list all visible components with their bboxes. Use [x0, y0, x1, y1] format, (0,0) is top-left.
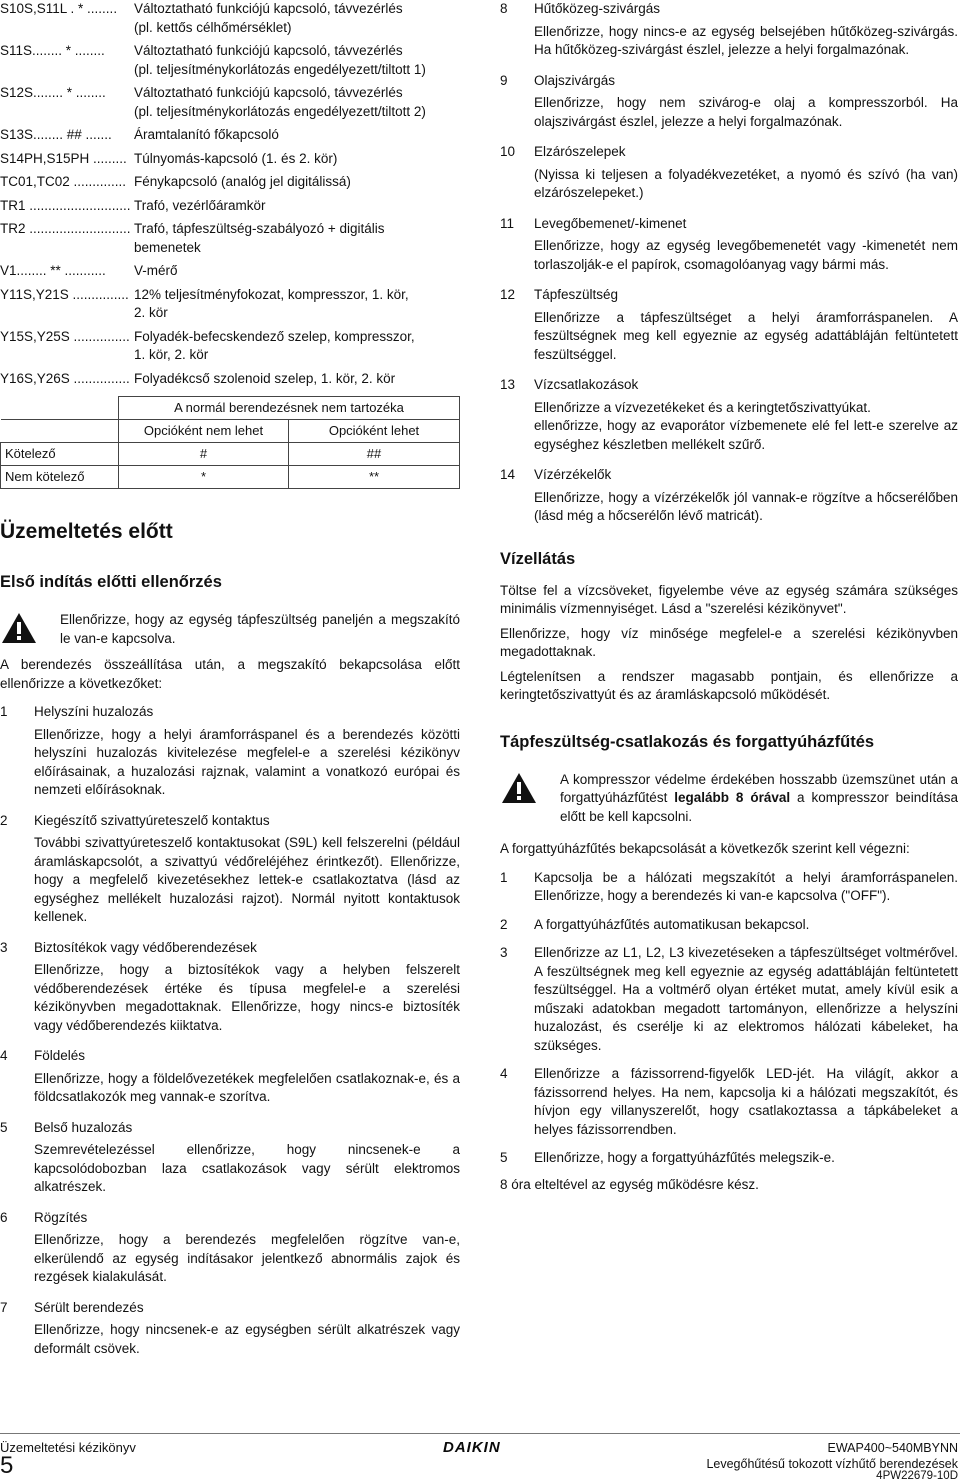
warning-icon: [500, 771, 538, 805]
left-column: [0, 0, 460, 1358]
check-item: [500, 376, 958, 454]
brand-logo: DAIKIN: [443, 1439, 501, 1456]
check-text: Ellenőrizze a tápfeszültséget a helyi áramforráspanelen. A feszültségnek meg kell egyeznie az egység adattábláján feltüntetett feszültséggel.: [534, 309, 958, 362]
legend-desc-cont: (pl. teljesítménykorlátozás engedélyezett/tiltott 1): [134, 61, 426, 77]
footer-model: EWAP400~540MBYNN: [827, 1441, 958, 1455]
check-body: [534, 0, 958, 60]
legend-desc: Változtatható funkciójú kapcsoló, távvezérlés: [134, 85, 403, 100]
legend-desc: Folyadékcső szolenoid szelep, 1. kör, 2. kör: [134, 370, 396, 386]
step-number: 5: [500, 1150, 508, 1165]
water-fill-text: [500, 582, 958, 705]
check-body: [34, 703, 460, 800]
heater-title: Tápfeszültség-csatlakozás és forgattyúházfűtés: [500, 732, 875, 751]
check-title: Vízérzékelők: [534, 467, 612, 482]
legend-desc: Fénykapcsoló (analóg jel digitálissá): [134, 174, 351, 189]
step-text: A forgattyúházfűtés automatikusan bekapcsol.: [534, 916, 810, 932]
check-title: Rögzítés: [34, 1209, 88, 1225]
check-body: [34, 1047, 460, 1107]
table-row-label: Nem kötelező: [1, 466, 119, 489]
check-list-left: [0, 703, 460, 1358]
check-text: (Nyissa ki teljesen a folyadékvezetéket, a nyomó és szívó (ha van) elzárószelepeket.): [534, 166, 958, 200]
legend-item: [0, 0, 460, 19]
check-body: [534, 215, 958, 275]
check-number: 1: [0, 704, 8, 719]
legend-code: Y11S,Y21S ...............: [0, 286, 129, 302]
check-title: Belső huzalozás: [34, 1119, 133, 1135]
legend-list: [0, 0, 460, 388]
warning-text: Ellenőrizze, hogy az egység tápfeszültség paneljén a megszakító le van-e kapcsolva.: [60, 612, 460, 646]
legend-item: [0, 197, 460, 216]
check-title: Elzárószelepek: [534, 144, 626, 159]
check-item: [0, 1209, 460, 1287]
table-header: A normál berendezésnek nem tartozéka: [119, 397, 460, 420]
warning-box: [500, 771, 958, 827]
check-text: Szemrevételezéssel ellenőrizze, hogy nincsenek-e a kapcsolódobozban laza csatlakozások vagy sérült elektromos alkatrészek.: [34, 1142, 460, 1194]
table-col-header: Opcióként nem lehet: [119, 420, 289, 443]
heater-intro: A forgattyúházfűtés bekapcsolását a következők szerint kell végezni:: [500, 841, 910, 856]
heater-step: [500, 1065, 958, 1139]
check-title: Olajszivárgás: [534, 72, 616, 88]
legend-code: Y16S,Y26S ...............: [0, 370, 130, 386]
check-title: Hűtőközeg-szivárgás: [534, 1, 661, 16]
check-title: Kiegészítő szivattyúreteszelő kontaktus: [34, 812, 270, 828]
legend-desc: Trafó, vezérlőáramkör: [134, 197, 266, 213]
check-item: [500, 286, 958, 364]
step-text: Ellenőrizze az L1, L2, L3 kivezetéseken a tápfeszültséget voltmérővel. A feszültségnek meg kell egyeznie az egység adattábláján feltüntetett feszültséggel. Ha a voltmérő olyan értéket mutat, amely kívül esik a műszaki adatokban megadott tartományon, ellenőrizze a helyszíni huzalozást, és cserélje ki az elektromos hálózati kábeleket, ha szükséges.: [534, 945, 958, 1053]
check-body: [534, 376, 958, 454]
check-number: 14: [500, 467, 516, 482]
legend-code: S13S........ ## .......: [0, 127, 112, 142]
check-list-right: [500, 0, 958, 526]
check-text: Ellenőrizze, hogy nincs-e az egység belsejében hűtőközeg-szivárgás. Ha hűtőközeg-szivárgást észlel, jelezze a helyi forgalmazónak.: [534, 23, 958, 57]
check-number: 4: [0, 1048, 8, 1063]
check-text: Ellenőrizze a vízvezetékeket és a keringtetőszivattyúkat.: [534, 399, 871, 415]
check-text: Ellenőrizze, hogy az egység levegőbemenetét vagy -kimenetét nem torlaszolják-e el papírok, csomagolóanyag vagy bármi más.: [534, 238, 958, 272]
check-text: Ellenőrizze, hogy nem szivárog-e olaj a kompresszorból. Ha olajszivárgást észlel, jelezze a helyi forgalmazónak.: [534, 95, 958, 129]
step-number: 3: [500, 945, 508, 960]
check-number: 7: [0, 1299, 8, 1315]
check-body: [534, 466, 958, 526]
warning-box: [0, 611, 460, 648]
table-corner: [1, 397, 119, 420]
check-title: Tápfeszültség: [534, 287, 619, 302]
legend-desc: Trafó, tápfeszültség-szabályozó + digitális: [134, 221, 385, 236]
legend-item: [0, 286, 460, 305]
check-item: [0, 1119, 460, 1197]
legend-code: S10S,S11L . * ........: [0, 1, 118, 16]
footer-divider: [0, 1433, 960, 1434]
check-title: Helyszíni huzalozás: [34, 704, 154, 719]
check-title: Sérült berendezés: [34, 1299, 144, 1315]
intro-text: A berendezés összeállítása után, a megszakító bekapcsolása előtt ellenőrizze a következőket:: [0, 657, 460, 691]
check-item: [500, 466, 958, 526]
check-item: [0, 1047, 460, 1107]
check-text: További szivattyúreteszelő kontaktusokat (S9L) kell felszerelni (például áramláskapcsolót, a szivattyú védőreléjéhez érintkezőt). Ellenőrizze, hogy a megfelelő kivezetésekhez lettek-e csatlakoztatva (lásd az egységhez mellékelt huzalozási rajzot). Normál nyitott kontaktusok kellenek.: [34, 835, 460, 924]
page-number: 5: [0, 1452, 14, 1479]
check-item: [0, 703, 460, 800]
check-body: [34, 939, 460, 1036]
footer-product: Levegőhűtésű tokozott vízhűtő berendezések: [706, 1457, 958, 1471]
water-fill-paragraph: Töltse fel a vízcsöveket, figyelembe véve az egység számára szükséges minimális vízmennyiséget. Lásd a "szerelési kézikönyvet".: [500, 582, 958, 616]
check-title: Biztosítékok vagy védőberendezések: [34, 939, 257, 955]
legend-item: [0, 328, 460, 347]
legend-desc: Folyadék-befecskendező szelep, kompresszor,: [134, 328, 415, 344]
legend-item: [0, 42, 460, 61]
legend-code: S12S........ * ........: [0, 85, 106, 100]
legend-code: S11S........ * ........: [0, 43, 105, 58]
legend-desc: Változtatható funkciójú kapcsoló, távvezérlés: [134, 43, 403, 58]
check-body: [34, 1209, 460, 1287]
check-number: 6: [0, 1209, 8, 1225]
check-number: 13: [500, 377, 516, 392]
check-number: 12: [500, 287, 516, 302]
table-cell: **: [289, 466, 460, 489]
check-item: [0, 939, 460, 1036]
check-item: [500, 72, 958, 132]
check-body: [534, 143, 958, 203]
check-text: Ellenőrizze, hogy a vízérzékelők jól vannak-e rögzítve a hőcserélőben (lásd még a hőcserélőn lévő matricát).: [534, 489, 958, 523]
heater-step: [500, 916, 958, 935]
legend-code: Y15S,Y25S ...............: [0, 328, 130, 344]
legend-desc-cont: (pl. kettős célhőmérséklet): [134, 19, 292, 35]
legend-code: S14PH,S15PH .........: [0, 150, 127, 166]
check-body: [34, 1299, 460, 1359]
check-item: [500, 143, 958, 203]
check-text: Ellenőrizze, hogy a földelővezetékek megfelelően csatlakoznak-e, és a földcsatlakozók meg vannak-e szorítva.: [34, 1070, 460, 1104]
legend-item: [0, 173, 460, 192]
subsection-title: Első indítás előtti ellenőrzés: [0, 573, 222, 591]
warning-text-part: a kompresszor beindítása előtt be kell kapcsolni.: [560, 790, 958, 824]
step-number: 1: [500, 869, 508, 885]
table-corner: [1, 420, 119, 443]
check-item: [0, 1299, 460, 1359]
step-number: 2: [500, 916, 508, 932]
legend-item: [0, 262, 460, 281]
check-body: [534, 286, 958, 364]
check-text: ellenőrizze, hogy az evaporátor vízbemenete elé fel lett-e szerelve az egységhez készletben mellékelt szűrő.: [534, 418, 958, 452]
legend-item: [0, 150, 460, 169]
section-title: Üzemeltetés előtt: [0, 520, 173, 543]
check-number: 2: [0, 812, 8, 828]
check-text: Ellenőrizze, hogy nincsenek-e az egységben sérült alkatrészek vagy deformált csövek.: [34, 1322, 460, 1356]
page-footer: [0, 1433, 960, 1481]
check-title: Vízcsatlakozások: [534, 377, 639, 392]
check-number: 8: [500, 1, 508, 16]
water-fill-title: Vízellátás: [500, 549, 576, 568]
warning-text: [560, 771, 958, 827]
option-table: [0, 396, 460, 489]
water-fill-paragraph: Légtelenítsen a rendszer magasabb pontjain, és ellenőrizze a keringtetőszivattyút és az áramláskapcsoló működését.: [500, 668, 958, 702]
legend-code: V1........ ** ...........: [0, 263, 106, 278]
table-cell: #: [119, 443, 289, 466]
check-number: 9: [500, 72, 508, 88]
heater-steps: [500, 869, 958, 1168]
table-row-label: Kötelező: [1, 443, 119, 466]
water-fill-paragraph: Ellenőrizze, hogy víz minősége megfelel-e a szerelési kézikönyvben megadottaknak.: [500, 625, 958, 659]
check-title: Földelés: [34, 1048, 86, 1063]
legend-item: [0, 370, 460, 389]
legend-desc: Áramtalanító főkapcsoló: [134, 127, 279, 142]
legend-desc-cont: 1. kör, 2. kör: [134, 347, 209, 362]
step-text: Kapcsolja be a hálózati megszakítót a helyi áramforráspanelen. Ellenőrizze, hogy a berendezés ki van-e kapcsolva ("OFF").: [534, 869, 958, 903]
heater-step: [500, 944, 958, 1055]
heater-outro: 8 óra elteltével az egység működésre kész.: [500, 1176, 759, 1192]
heater-step: [500, 869, 958, 906]
check-item: [500, 0, 958, 60]
legend-desc: 12% teljesítményfokozat, kompresszor, 1. kör,: [134, 286, 409, 302]
step-number: 4: [500, 1066, 508, 1081]
legend-code: TR2 ...........................: [0, 221, 131, 236]
check-body: [34, 1119, 460, 1197]
legend-item: [0, 126, 460, 145]
check-number: 3: [0, 939, 8, 955]
legend-item: [0, 220, 460, 239]
heater-step: [500, 1149, 958, 1168]
check-number: 5: [0, 1119, 8, 1135]
legend-desc: V-mérő: [134, 263, 178, 278]
legend-desc: Túlnyomás-kapcsoló (1. és 2. kör): [134, 150, 338, 166]
check-item: [500, 215, 958, 275]
check-text: Ellenőrizze, hogy a biztosítékok vagy a helyben felszerelt védőberendezések értéke és típusa megfelel-e a szerelési kézikönyvben megadottaknak. Ellenőrizze, hogy nincs-e biztosíték vagy védőberendezés kiiktatva.: [34, 962, 460, 1033]
warning-text-part: A kompresszor védelme érdekében hosszabb üzemszünet után a forgattyúházfűtést: [560, 771, 958, 805]
legend-desc-cont: bemenetek: [134, 239, 201, 255]
legend-code: TC01,TC02 ..............: [0, 174, 127, 189]
step-text: Ellenőrizze a fázissorrend-figyelők LED-jét. Ha világít, akkor a fázissorrend helyes. Ha nem, kapcsolja ki a hálózati megszakítót, és hívjon egy villanyszerelőt, hogy csatlakoztassa a tápkábeleket a helyes fázissorrendben.: [534, 1066, 958, 1137]
check-body: [534, 72, 958, 132]
footer-doc-number: 4PW22679-10D: [876, 1470, 958, 1481]
check-number: 10: [500, 144, 516, 159]
table-row: [1, 466, 460, 489]
legend-code: TR1 ...........................: [0, 197, 131, 213]
legend-desc: Változtatható funkciójú kapcsoló, távvezérlés: [134, 1, 403, 16]
check-body: [34, 812, 460, 927]
check-title: Levegőbemenet/-kimenet: [534, 215, 687, 231]
check-text: Ellenőrizze, hogy a helyi áramforráspanel és a berendezés közötti helyszíni huzalozás kivitelezése megfelel-e a szerelési kézikönyv előírásainak, a huzalozási rajznak, valamint a vonatkozó európai és nemzeti előírásoknak.: [34, 726, 460, 797]
table-row: [1, 443, 460, 466]
step-text: Ellenőrizze, hogy a forgattyúházfűtés melegszik-e.: [534, 1150, 835, 1165]
warning-icon: [0, 611, 38, 645]
check-item: [0, 812, 460, 927]
warning-text-bold: legalább 8 órával: [674, 790, 791, 805]
legend-desc-cont: (pl. teljesítménykorlátozás engedélyezett/tiltott 2): [134, 103, 426, 119]
check-text: Ellenőrizze, hogy a berendezés megfelelően rögzítve van-e, elkerülendő az egység indításakor jelentkező abnormális zajok és rezgések kialakulását.: [34, 1232, 460, 1284]
table-cell: ##: [289, 443, 460, 466]
legend-desc-cont: 2. kör: [134, 305, 168, 320]
table-col-header: Opcióként lehet: [289, 420, 460, 443]
table-cell: *: [119, 466, 289, 489]
footer-manual-label: Üzemeltetési kézikönyv: [0, 1440, 136, 1455]
legend-item: [0, 84, 460, 103]
check-number: 11: [500, 215, 515, 231]
right-column: [500, 0, 958, 1194]
